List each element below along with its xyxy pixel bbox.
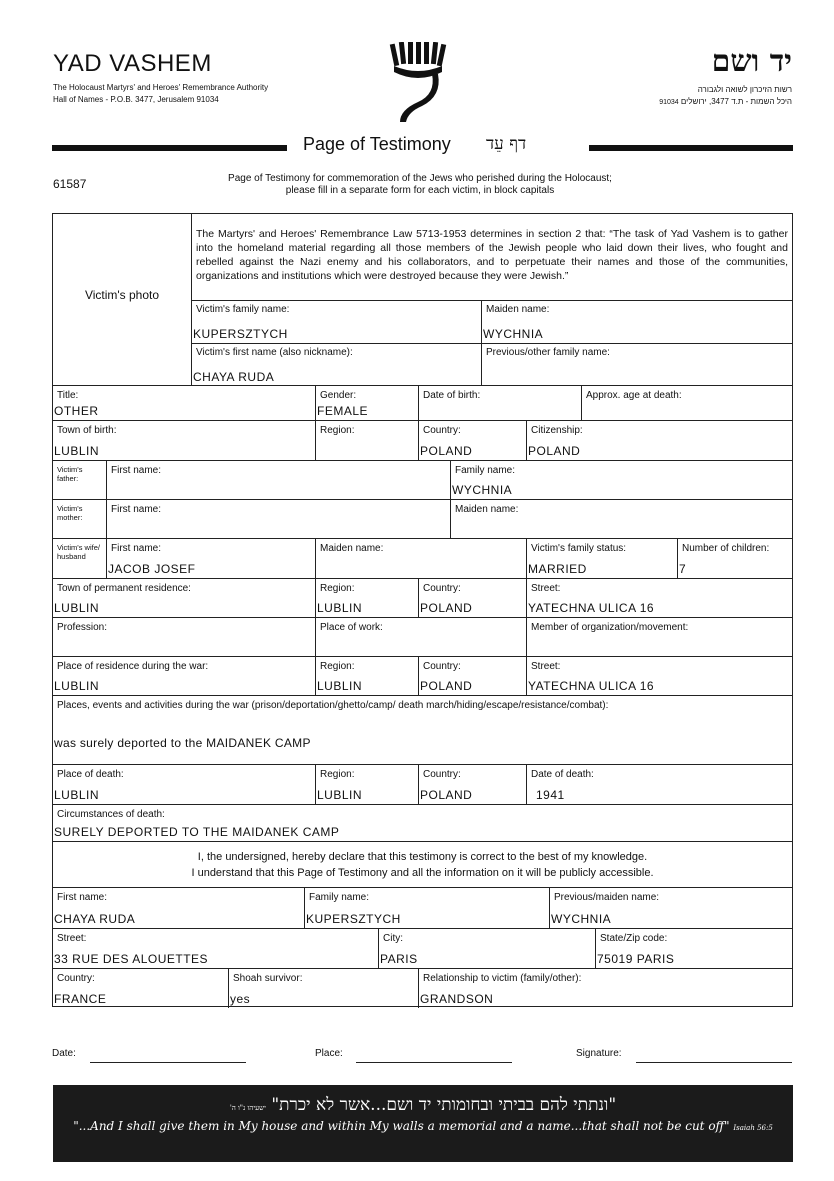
number-of-children-value: 7 xyxy=(679,562,687,576)
shoah-survivor-field[interactable] xyxy=(229,969,419,1008)
birth-country-value: POLAND xyxy=(420,444,473,458)
town-of-birth-value: LUBLIN xyxy=(54,444,100,458)
org-address-hebrew-text: היכל השמות - ת.ד 3477, ירושלים xyxy=(680,97,792,106)
document-number: 61587 xyxy=(53,177,87,191)
father-first-name-field[interactable] xyxy=(107,461,451,499)
victim-first-name-label: Victim's first name (also nickname): xyxy=(196,347,353,358)
profession-row xyxy=(53,618,792,657)
submitter-country-label: Country: xyxy=(57,973,95,984)
signature-line[interactable] xyxy=(636,1062,792,1063)
mother-tag-cell xyxy=(53,500,107,538)
war-region-field[interactable] xyxy=(316,657,419,695)
death-row xyxy=(53,765,792,805)
spouse-tag: Victim's wife/ husband xyxy=(57,543,100,561)
banner-english-ref: Isaiah 56:5 xyxy=(733,1124,773,1132)
victim-first-name-row xyxy=(192,343,792,386)
org-name: YAD VASHEM xyxy=(53,50,212,77)
gender-field[interactable] xyxy=(316,386,419,420)
war-events-field[interactable] xyxy=(53,696,792,764)
relationship-value: GRANDSON xyxy=(420,992,494,1006)
war-residence-label: Place of residence during the war: xyxy=(57,661,209,672)
victim-photo-label: Victim's photo xyxy=(84,288,160,302)
permanent-street-field[interactable] xyxy=(527,579,792,617)
death-country-label: Country: xyxy=(423,769,461,780)
spouse-first-name-field[interactable] xyxy=(107,539,316,578)
mother-row xyxy=(53,500,792,539)
banner-hebrew-text: "ונתתי להם בביתי ובחומותי יד ושם...אשר לא יכרת" xyxy=(271,1095,617,1115)
submitter-family-name-label: Family name: xyxy=(309,892,370,903)
war-street-value: YATECHNA ULICA 16 xyxy=(528,679,655,693)
submitter-first-name-label: First name: xyxy=(57,892,108,903)
relationship-field[interactable] xyxy=(419,969,792,1008)
permanent-country-value: POLAND xyxy=(420,601,473,615)
place-signature-line[interactable] xyxy=(356,1062,512,1063)
spouse-maiden-name-label: Maiden name: xyxy=(320,543,384,554)
spouse-first-name-value: JACOB JOSEF xyxy=(108,562,196,576)
declaration-text xyxy=(53,849,792,881)
war-events-row xyxy=(53,696,792,765)
victim-name-row xyxy=(192,300,792,344)
war-country-field[interactable] xyxy=(419,657,527,695)
submitter-city-field[interactable] xyxy=(379,929,596,968)
profession-field[interactable] xyxy=(53,618,316,656)
submitter-country-field[interactable] xyxy=(53,969,229,1008)
submitter-city-value: PARIS xyxy=(380,952,418,966)
mother-tag: Victim's mother: xyxy=(57,504,83,522)
shoah-survivor-value: yes xyxy=(230,992,251,1006)
banner-hebrew-ref: ישעיהו נ"ו ה' xyxy=(229,1104,266,1112)
title-field[interactable] xyxy=(53,386,316,420)
declaration-line-1: I, the undersigned, hereby declare that this testimony is correct to the best of my knowledge. xyxy=(197,851,648,863)
org-subtitle-hebrew: רשות הזיכרון לשואה ולגבורה xyxy=(697,85,792,94)
victim-previous-name-label: Previous/other family name: xyxy=(486,347,610,358)
submitter-state-label: State/Zip code: xyxy=(600,933,668,944)
mother-maiden-name-label: Maiden name: xyxy=(455,504,519,515)
war-residence-row xyxy=(53,657,792,696)
town-of-birth-field[interactable] xyxy=(53,421,316,460)
permanent-region-value: LUBLIN xyxy=(317,601,363,615)
quote-banner xyxy=(53,1085,793,1162)
father-first-name-label: First name: xyxy=(111,465,162,476)
death-region-value: LUBLIN xyxy=(317,788,363,802)
birth-country-label: Country: xyxy=(423,425,461,436)
age-at-death-label: Approx. age at death: xyxy=(586,390,682,401)
citizenship-field[interactable] xyxy=(527,421,792,460)
submitter-street-field[interactable] xyxy=(53,929,379,968)
war-country-label: Country: xyxy=(423,661,461,672)
org-address-hebrew xyxy=(659,96,792,109)
declaration-row xyxy=(53,842,792,888)
declaration-line-2: I understand that this Page of Testimony and all the information on it will be publicly accessible. xyxy=(191,867,654,879)
date-of-death-label: Date of death: xyxy=(531,769,594,780)
submitter-previous-name-field[interactable] xyxy=(550,888,792,928)
war-events-value: was surely deported to the MAIDANEK CAMP xyxy=(54,736,311,750)
submitter-previous-name-value: WYCHNIA xyxy=(551,912,612,926)
date-of-death-field[interactable] xyxy=(527,765,792,804)
testimony-form xyxy=(52,213,793,1007)
birth-region-label: Region: xyxy=(320,425,355,436)
place-of-work-field[interactable] xyxy=(316,618,527,656)
title-row xyxy=(53,386,792,421)
family-status-value: MARRIED xyxy=(528,562,587,576)
intro-text xyxy=(190,173,650,197)
father-family-name-field[interactable] xyxy=(451,461,792,499)
page-title-hebrew: דף עֵד xyxy=(486,134,527,154)
mother-first-name-label: First name: xyxy=(111,504,162,515)
family-status-field[interactable] xyxy=(527,539,678,578)
spouse-first-name-label: First name: xyxy=(111,543,162,554)
residence-row xyxy=(53,579,792,618)
circumstances-field[interactable] xyxy=(53,805,792,841)
submitter-country-row xyxy=(53,969,792,1008)
victim-family-name-field[interactable] xyxy=(192,300,482,343)
spouse-maiden-name-field[interactable] xyxy=(316,539,527,578)
place-signature-label: Place: xyxy=(315,1048,343,1059)
death-country-field[interactable] xyxy=(419,765,527,804)
banner-english-text: "...And I shall give them in My house and within My walls a memorial and a name...that shall not be cut off" xyxy=(73,1119,730,1133)
war-street-label: Street: xyxy=(531,661,561,672)
place-of-death-label: Place of death: xyxy=(57,769,124,780)
law-box xyxy=(192,214,792,301)
birth-region-field[interactable] xyxy=(316,421,419,460)
place-of-death-value: LUBLIN xyxy=(54,788,100,802)
war-residence-field[interactable] xyxy=(53,657,316,695)
submitter-previous-name-label: Previous/maiden name: xyxy=(554,892,660,903)
submitter-family-name-value: KUPERSZTYCH xyxy=(306,912,401,926)
permanent-town-value: LUBLIN xyxy=(54,601,100,615)
town-of-birth-label: Town of birth: xyxy=(57,425,117,436)
shoah-survivor-label: Shoah survivor: xyxy=(233,973,303,984)
submitter-street-value: 33 RUE DES ALOUETTES xyxy=(54,952,209,966)
date-signature-label: Date: xyxy=(52,1048,76,1059)
signature-label: Signature: xyxy=(576,1048,622,1059)
war-residence-value: LUBLIN xyxy=(54,679,100,693)
victim-first-name-field[interactable] xyxy=(192,343,482,386)
number-of-children-field[interactable] xyxy=(678,539,792,578)
war-region-value: LUBLIN xyxy=(317,679,363,693)
place-of-death-field[interactable] xyxy=(53,765,316,804)
law-text: The Martyrs' and Heroes' Remembrance Law 5713-1953 determines in section 2 that: “The task of Yad Vashem is to gather into the homeland material regarding all those members of the Jewish people who laid down their lives, who fought and rebelled against the Nazi enemy and his collaborators, and to perpetuate their names and those of the communities, organizations and institutions which were destroyed because they were Jewish.” xyxy=(196,228,788,282)
submitter-country-value: FRANCE xyxy=(54,992,107,1006)
age-at-death-field[interactable] xyxy=(582,386,792,420)
death-region-field[interactable] xyxy=(316,765,419,804)
title-label: Title: xyxy=(57,390,79,401)
org-name-hebrew: יד ושם xyxy=(711,44,792,79)
victim-maiden-name-value: WYCHNIA xyxy=(483,327,544,341)
submitter-first-name-value: CHAYA RUDA xyxy=(54,912,136,926)
victim-family-name-label: Victim's family name: xyxy=(196,304,290,315)
title-rule-left xyxy=(52,145,287,151)
citizenship-value: POLAND xyxy=(528,444,581,458)
death-region-label: Region: xyxy=(320,769,355,780)
permanent-country-label: Country: xyxy=(423,583,461,594)
submitter-address-row xyxy=(53,929,792,969)
banner-english-quote xyxy=(53,1119,793,1133)
war-events-label: Places, events and activities during the war (prison/deportation/ghetto/camp/ death march/hiding/escape/resistance/combat): xyxy=(57,700,609,711)
submitter-street-label: Street: xyxy=(57,933,87,944)
gender-label: Gender: xyxy=(320,390,357,401)
submitter-state-field[interactable] xyxy=(596,929,792,968)
submitter-city-label: City: xyxy=(383,933,403,944)
mother-maiden-name-field[interactable] xyxy=(451,500,792,538)
permanent-country-field[interactable] xyxy=(419,579,527,617)
permanent-town-field[interactable] xyxy=(53,579,316,617)
relationship-label: Relationship to victim (family/other): xyxy=(423,973,582,984)
father-tag: Victim's father: xyxy=(57,465,83,483)
intro-line-2: please fill in a separate form for each victim, in block capitals xyxy=(285,185,555,196)
death-country-value: POLAND xyxy=(420,788,473,802)
father-family-name-label: Family name: xyxy=(455,465,516,476)
submitter-first-name-field[interactable] xyxy=(53,888,305,928)
spouse-tag-cell xyxy=(53,539,107,578)
circumstances-value: SURELY DEPORTED TO THE MAIDANEK CAMP xyxy=(54,825,340,839)
date-signature-line[interactable] xyxy=(90,1062,246,1063)
father-row xyxy=(53,461,792,500)
yad-vashem-logo-icon xyxy=(388,42,448,124)
circumstances-label: Circumstances of death: xyxy=(57,809,165,820)
date-of-death-value: 1941 xyxy=(536,788,565,802)
circumstances-row xyxy=(53,805,792,842)
org-address: Hall of Names - P.O.B. 3477, Jerusalem 91034 xyxy=(53,95,219,104)
submitter-name-row xyxy=(53,888,792,929)
birth-row xyxy=(53,421,792,461)
permanent-street-value: YATECHNA ULICA 16 xyxy=(528,601,655,615)
date-of-birth-field[interactable] xyxy=(419,386,582,420)
victim-family-name-value: KUPERSZTYCH xyxy=(193,327,288,341)
birth-country-field[interactable] xyxy=(419,421,527,460)
date-of-birth-label: Date of birth: xyxy=(423,390,481,401)
war-street-field[interactable] xyxy=(527,657,792,695)
father-tag-cell xyxy=(53,461,107,499)
gender-value: FEMALE xyxy=(317,404,369,418)
org-subtitle: The Holocaust Martyrs' and Heroes' Remembrance Authority xyxy=(53,83,269,92)
permanent-street-label: Street: xyxy=(531,583,561,594)
permanent-region-field[interactable] xyxy=(316,579,419,617)
victim-photo-box[interactable] xyxy=(53,214,192,385)
organization-member-field[interactable] xyxy=(527,618,792,656)
banner-hebrew-quote xyxy=(53,1095,793,1115)
organization-member-label: Member of organization/movement: xyxy=(531,622,689,633)
permanent-region-label: Region: xyxy=(320,583,355,594)
intro-line-1: Page of Testimony for commemoration of the Jews who perished during the Holocaust; xyxy=(228,173,612,184)
org-zip-hebrew: 91034 xyxy=(659,99,679,106)
father-family-name-value: WYCHNIA xyxy=(452,483,513,497)
submitter-family-name-field[interactable] xyxy=(305,888,550,928)
victim-maiden-name-field[interactable] xyxy=(482,300,792,343)
victim-header-block xyxy=(53,214,792,386)
citizenship-label: Citizenship: xyxy=(531,425,583,436)
title-value: OTHER xyxy=(54,404,99,418)
victim-previous-name-field[interactable] xyxy=(482,343,792,386)
page-title: Page of Testimony xyxy=(303,134,451,154)
victim-first-name-value: CHAYA RUDA xyxy=(193,370,275,384)
profession-label: Profession: xyxy=(57,622,108,633)
mother-first-name-field[interactable] xyxy=(107,500,451,538)
submitter-state-value: 75019 PARIS xyxy=(597,952,675,966)
family-status-label: Victim's family status: xyxy=(531,543,627,554)
number-of-children-label: Number of children: xyxy=(682,543,770,554)
permanent-town-label: Town of permanent residence: xyxy=(57,583,191,594)
place-of-work-label: Place of work: xyxy=(320,622,383,633)
spouse-row xyxy=(53,539,792,579)
war-country-value: POLAND xyxy=(420,679,473,693)
war-region-label: Region: xyxy=(320,661,355,672)
victim-maiden-name-label: Maiden name: xyxy=(486,304,550,315)
title-rule-right xyxy=(589,145,793,151)
